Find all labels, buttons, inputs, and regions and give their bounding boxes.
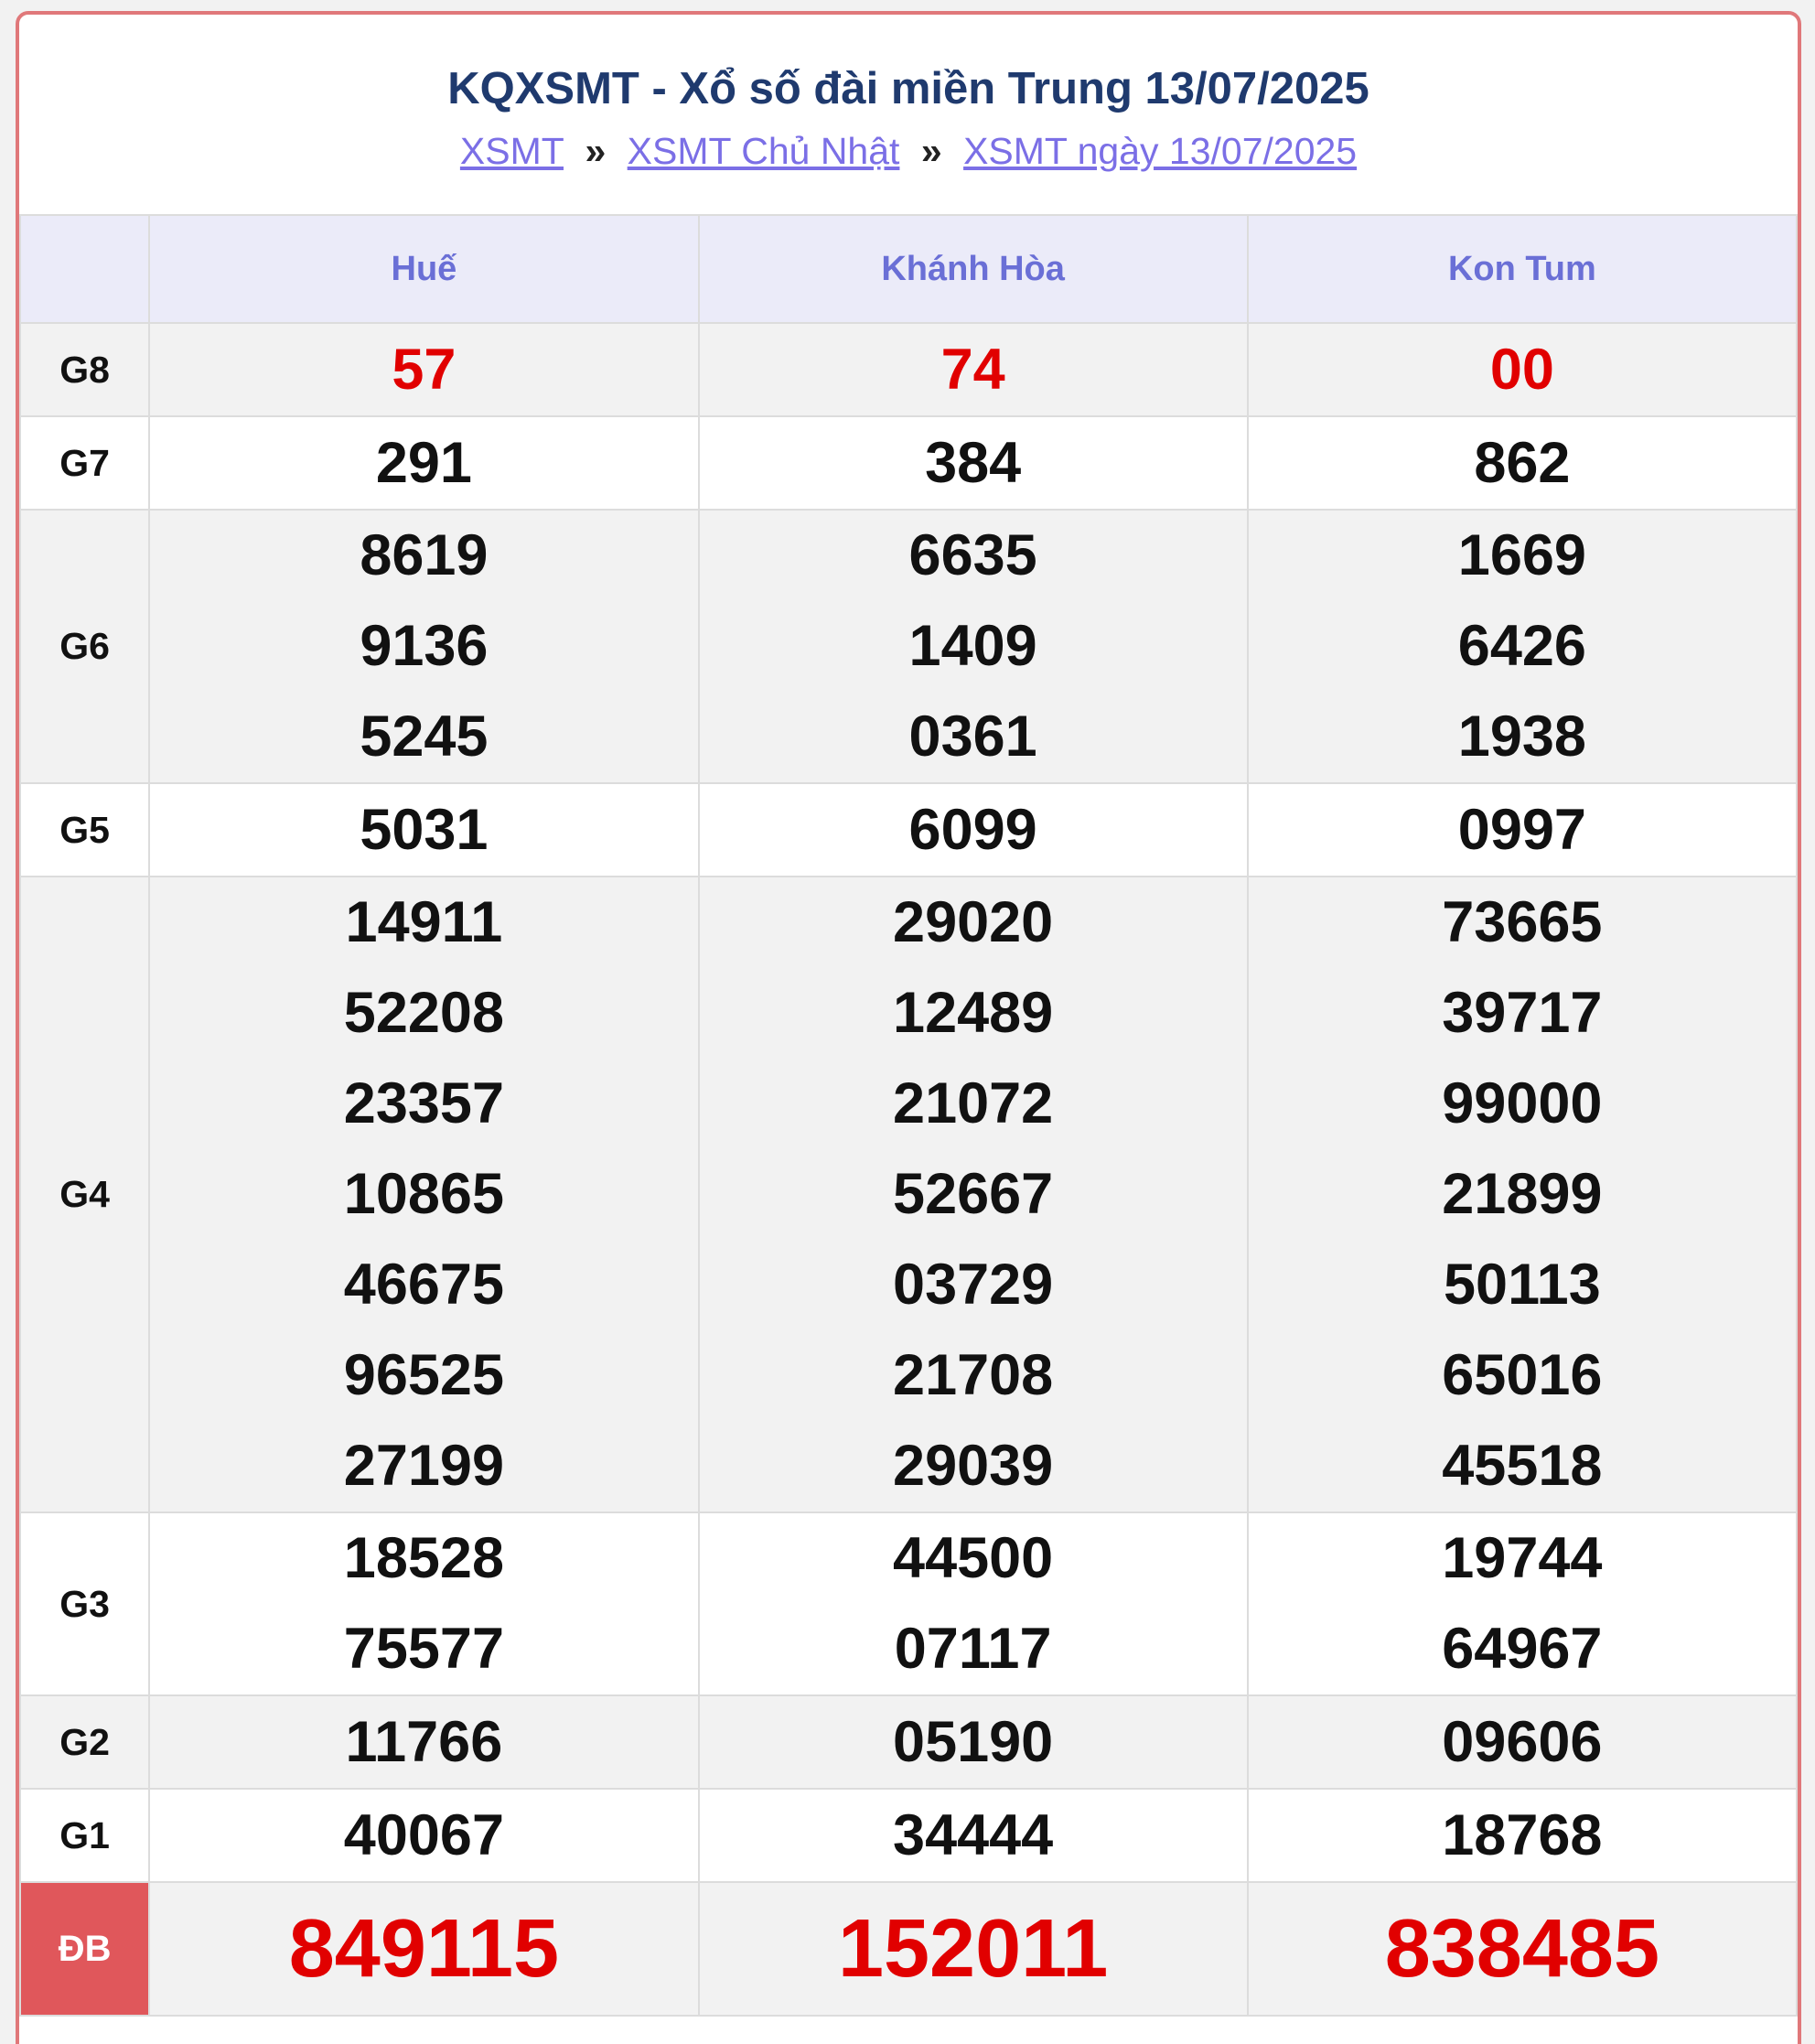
result-number: 73665 <box>1442 890 1603 954</box>
result-number: 21708 <box>893 1343 1054 1407</box>
province-header: Kon Tum <box>1248 215 1797 323</box>
result-cell <box>149 1882 698 2016</box>
result-number: 03729 <box>893 1253 1054 1317</box>
result-cell <box>149 416 698 510</box>
result-number: 57 <box>392 337 456 402</box>
result-number: 849115 <box>288 1902 560 1995</box>
prize-label: G3 <box>20 1512 149 1695</box>
result-number: 27199 <box>343 1434 504 1498</box>
result-number: 40067 <box>343 1802 504 1867</box>
prize-label: G2 <box>20 1695 149 1789</box>
result-cell <box>1248 877 1797 1512</box>
result-number: 0997 <box>1457 797 1586 862</box>
result-cell <box>699 783 1248 877</box>
prize-row <box>20 416 1797 510</box>
result-number: 46675 <box>343 1253 504 1317</box>
result-number: 6426 <box>1457 614 1586 678</box>
result-number: 14911 <box>345 890 503 954</box>
result-number: 18528 <box>343 1526 504 1590</box>
result-number: 6099 <box>908 797 1037 862</box>
result-number: 96525 <box>343 1343 504 1407</box>
breadcrumb-separator: » <box>920 129 942 172</box>
result-cell <box>699 1789 1248 1882</box>
prize-label: G5 <box>20 783 149 877</box>
result-number: 0361 <box>908 705 1037 769</box>
result-cell <box>149 1789 698 1882</box>
result-cell <box>149 1512 698 1695</box>
result-cell <box>699 1512 1248 1695</box>
prize-row <box>20 1695 1797 1789</box>
result-cell <box>149 510 698 783</box>
prize-label: G1 <box>20 1789 149 1882</box>
province-header-row <box>20 215 1797 323</box>
result-cell <box>1248 1789 1797 1882</box>
result-number: 19744 <box>1442 1526 1603 1590</box>
result-cell <box>149 1695 698 1789</box>
result-number: 5031 <box>360 797 489 862</box>
prize-row <box>20 1882 1797 2016</box>
result-number: 52208 <box>343 981 504 1045</box>
prize-label: ĐB <box>20 1882 149 2016</box>
result-number: 65016 <box>1442 1343 1603 1407</box>
result-number: 152011 <box>837 1902 1109 1995</box>
result-cell <box>1248 1695 1797 1789</box>
page-title: KQXSMT - Xổ số đài miền Trung 13/07/2025 <box>447 64 1369 113</box>
breadcrumb <box>19 129 1798 174</box>
result-number: 5245 <box>360 705 489 769</box>
prize-row <box>20 510 1797 783</box>
results-card <box>16 11 1801 2044</box>
result-number: 6635 <box>908 523 1037 587</box>
result-number: 39717 <box>1442 981 1603 1045</box>
result-number: 64967 <box>1442 1617 1603 1681</box>
result-cell <box>1248 416 1797 510</box>
province-header: Khánh Hòa <box>699 215 1248 323</box>
result-number: 838485 <box>1384 1902 1660 1995</box>
result-number: 21899 <box>1442 1162 1603 1226</box>
result-number: 21072 <box>893 1071 1054 1135</box>
result-number: 23357 <box>343 1071 504 1135</box>
result-number: 291 <box>375 430 472 495</box>
results-header <box>19 15 1798 214</box>
result-number: 1669 <box>1457 523 1586 587</box>
result-number: 05190 <box>893 1709 1054 1774</box>
result-number: 09606 <box>1442 1709 1603 1774</box>
breadcrumb-link-xsmt[interactable]: XSMT <box>459 129 564 172</box>
result-number: 50113 <box>1444 1253 1601 1317</box>
result-number: 11766 <box>345 1709 503 1774</box>
prize-label: G6 <box>20 510 149 783</box>
result-cell <box>699 510 1248 783</box>
result-number: 00 <box>1489 337 1554 402</box>
prize-row <box>20 1789 1797 1882</box>
result-cell <box>149 323 698 416</box>
result-cell <box>699 416 1248 510</box>
prize-row <box>20 323 1797 416</box>
result-number: 34444 <box>893 1802 1054 1867</box>
result-cell <box>699 323 1248 416</box>
breadcrumb-link-sunday[interactable]: XSMT Chủ Nhật <box>627 129 900 172</box>
prize-label: G8 <box>20 323 149 416</box>
prize-row <box>20 783 1797 877</box>
prize-label: G7 <box>20 416 149 510</box>
result-cell <box>1248 1882 1797 2016</box>
result-cell <box>699 877 1248 1512</box>
result-number: 18768 <box>1442 1802 1603 1867</box>
corner-cell <box>20 215 149 323</box>
result-number: 384 <box>925 430 1022 495</box>
result-number: 8619 <box>360 523 489 587</box>
breadcrumb-separator: » <box>585 129 607 172</box>
results-table <box>19 214 1798 2017</box>
result-number: 10865 <box>343 1162 504 1226</box>
result-number: 99000 <box>1442 1071 1603 1135</box>
result-number: 9136 <box>360 614 489 678</box>
result-number: 29020 <box>893 890 1054 954</box>
result-number: 29039 <box>893 1434 1054 1498</box>
prize-label: G4 <box>20 877 149 1512</box>
result-number: 07117 <box>894 1617 1052 1681</box>
result-number: 52667 <box>893 1162 1054 1226</box>
breadcrumb-link-date[interactable]: XSMT ngày 13/07/2025 <box>963 129 1358 172</box>
result-cell <box>1248 1512 1797 1695</box>
result-cell <box>1248 510 1797 783</box>
result-cell <box>699 1695 1248 1789</box>
result-cell <box>149 783 698 877</box>
result-number: 75577 <box>343 1617 504 1681</box>
result-cell <box>699 1882 1248 2016</box>
result-cell <box>1248 323 1797 416</box>
result-number: 1938 <box>1457 705 1586 769</box>
result-cell <box>1248 783 1797 877</box>
result-number: 1409 <box>908 614 1037 678</box>
province-header: Huế <box>149 215 698 323</box>
result-number: 74 <box>940 337 1005 402</box>
prize-row <box>20 1512 1797 1695</box>
result-cell <box>149 877 698 1512</box>
result-number: 45518 <box>1442 1434 1603 1498</box>
result-number: 862 <box>1474 430 1571 495</box>
prize-row <box>20 877 1797 1512</box>
result-number: 44500 <box>893 1526 1054 1590</box>
result-number: 12489 <box>893 981 1054 1045</box>
